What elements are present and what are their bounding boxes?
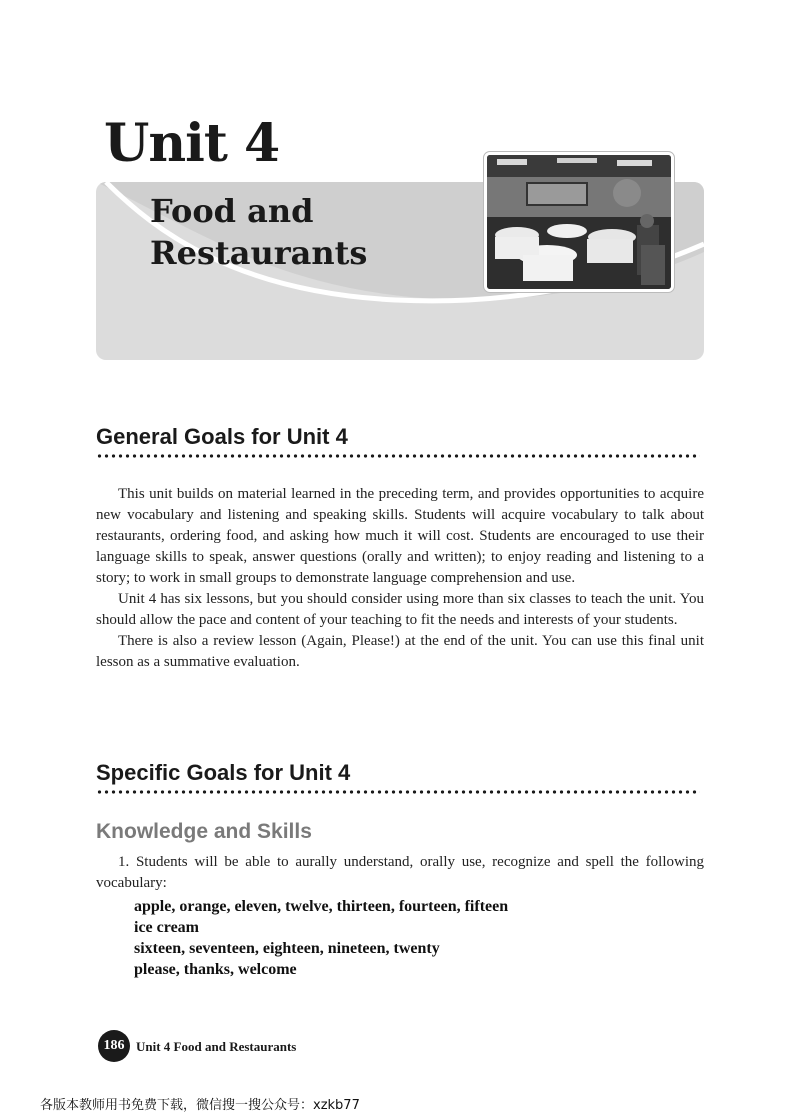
dotted-divider: [96, 453, 700, 459]
unit-subtitle-line2: Restaurants: [150, 234, 368, 272]
specific-goals-heading-text: Specific Goals for Unit 4: [96, 760, 351, 785]
unit-subtitle-line1: Food and: [150, 192, 314, 230]
general-goals-paragraph-1: This unit builds on material learned in the preceding term, and provides opportunities to acquire new vocabulary and listening and speaking skills. Students will acquire vocabulary to talk about restaurants, ordering food, and asking how much it will cost. Students are encouraged to use their language skills to speak, answer questions (orally and written); to enjoy reading and listening to a story; to work in small groups to demonstrate language comprehension and use.: [96, 486, 704, 586]
vocab-line: apple, orange, eleven, twelve, thirteen, fourteen, fifteen: [134, 898, 509, 915]
vocabulary-list: [134, 896, 694, 980]
watermark-text: 各版本教师用书免费下载，微信搜一搜公众号：xzkb77: [40, 1098, 360, 1113]
unit-title: Unit 4: [104, 113, 280, 174]
general-goals-heading: [96, 424, 700, 459]
general-goals-paragraph-3: There is also a review lesson (Again, Please!) at the end of the unit. You can use this final unit lesson as a summative evaluation.: [96, 633, 704, 670]
specific-goals-heading: [96, 760, 700, 795]
knowledge-skills-body: [96, 852, 704, 894]
page-number-badge: 186: [98, 1030, 130, 1062]
unit-subtitle: [150, 190, 450, 274]
knowledge-item-1: 1. Students will be able to aurally understand, orally use, recognize and spell the following vocabulary:: [96, 854, 704, 891]
restaurant-photo: [484, 152, 674, 292]
vocab-line: ice cream: [134, 919, 199, 936]
knowledge-skills-heading: Knowledge and Skills: [96, 820, 312, 843]
general-goals-heading-text: General Goals for Unit 4: [96, 424, 348, 449]
dotted-divider: [96, 789, 700, 795]
restaurant-photo-image: [487, 155, 671, 289]
general-goals-paragraph-2: Unit 4 has six lessons, but you should consider using more than six classes to teach the unit. You should allow the pace and content of your teaching to fit the needs and interests of your students.: [96, 591, 704, 628]
footer-label: Unit 4 Food and Restaurants: [136, 1039, 297, 1054]
vocab-line: sixteen, seventeen, eighteen, nineteen, twenty: [134, 940, 440, 957]
general-goals-body: [96, 484, 704, 673]
vocab-line: please, thanks, welcome: [134, 961, 297, 978]
